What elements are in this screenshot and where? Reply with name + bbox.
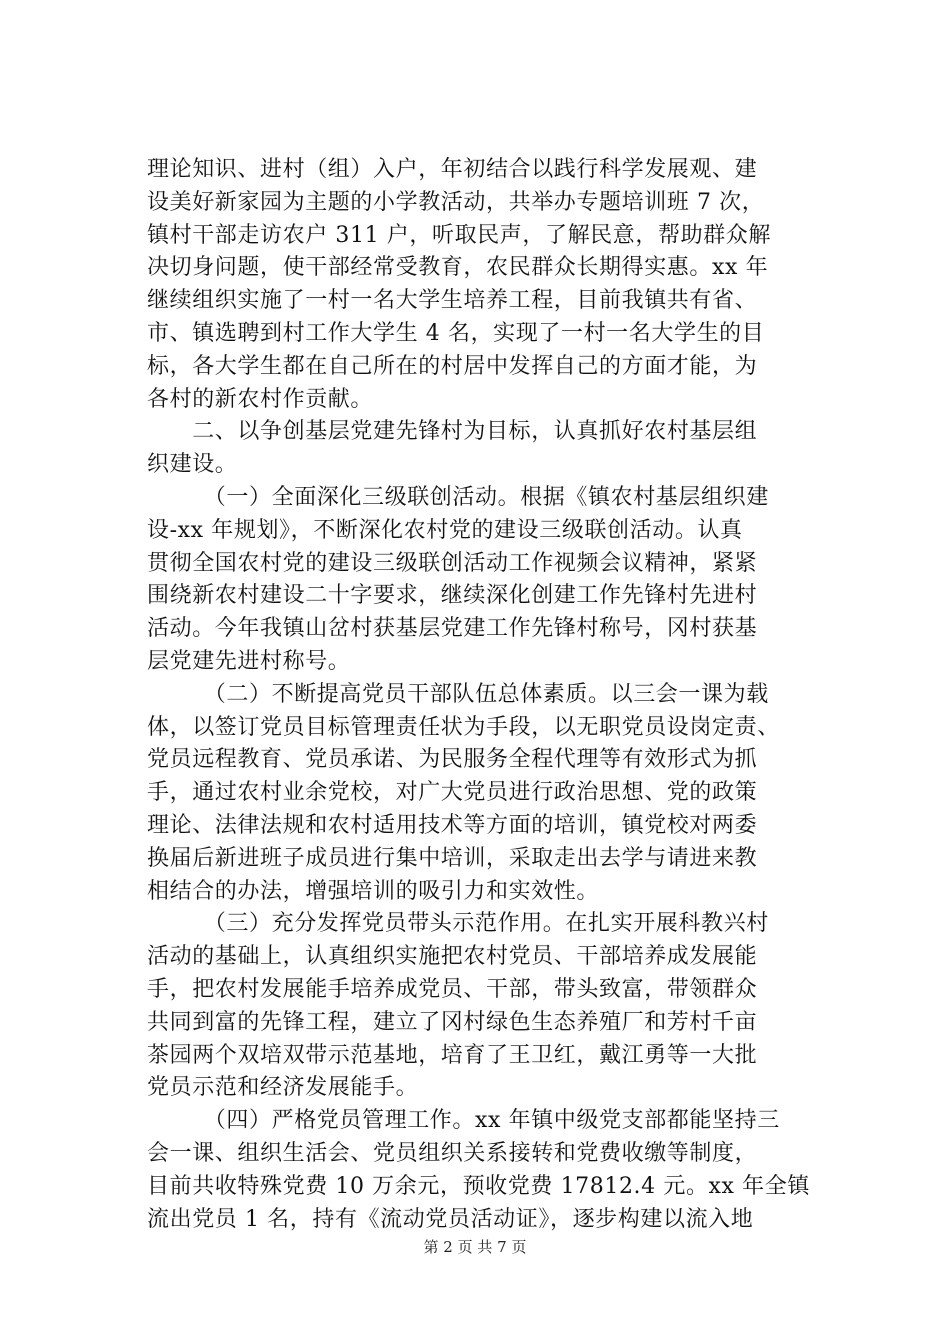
text-line: 镇村干部走访农户 311 户，听取民声，了解民意，帮助群众解 bbox=[147, 222, 771, 248]
text-line: 标，各大学生都在自己所在的村居中发挥自己的方面才能，为 bbox=[147, 353, 758, 379]
text-line: 层党建先进村称号。 bbox=[147, 648, 351, 674]
text-line: 会一课、组织生活会、党员组织关系接转和党费收缴等制度， bbox=[147, 1140, 758, 1166]
text-line: 继续组织实施了一村一名大学生培养工程，目前我镇共有省、 bbox=[147, 288, 758, 314]
text-line: 党员示范和经济发展能手。 bbox=[147, 1075, 419, 1101]
text-line: 共同到富的先锋工程，建立了冈村绿色生态养殖厂和芳村千亩 bbox=[147, 1009, 758, 1035]
text-line: 贯彻全国农村党的建设三级联创活动工作视频会议精神，紧紧 bbox=[147, 550, 758, 576]
section-heading-line: 织建设。 bbox=[147, 452, 238, 478]
text-line: 茶园两个双培双带示范基地，培育了王卫红，戴江勇等一大批 bbox=[147, 1042, 758, 1068]
text-line: （一）全面深化三级联创活动。根据《镇农村基层组织建 bbox=[147, 484, 769, 510]
text-line: 围绕新农村建设二十字要求，继续深化创建工作先锋村先进村 bbox=[147, 583, 758, 609]
text-line: 设美好新家园为主题的小学教活动，共举办专题培训班 7 次， bbox=[147, 189, 765, 215]
text-line: 市、镇选聘到村工作大学生 4 名，实现了一村一名大学生的目 bbox=[147, 320, 765, 346]
text-line: （四）严格党员管理工作。xx 年镇中级党支部都能坚持三 bbox=[147, 1108, 780, 1134]
text-line: 各村的新农村作贡献。 bbox=[147, 386, 374, 412]
text-line: 手，通过农村业余党校，对广大党员进行政治思想、党的政策 bbox=[147, 780, 758, 806]
text-line: 活动。今年我镇山岔村获基层党建工作先锋村称号，冈村获基 bbox=[147, 616, 758, 642]
text-line: （三）充分发挥党员带头示范作用。在扎实开展科教兴村 bbox=[147, 911, 769, 937]
text-line: 党员远程教育、党员承诺、为民服务全程代理等有效形式为抓 bbox=[147, 747, 758, 773]
text-line: 体，以签订党员目标管理责任状为手段，以无职党员设岗定责、 bbox=[147, 714, 780, 740]
page-number-label: 第 2 页 共 7 页 bbox=[423, 1238, 527, 1256]
body-text bbox=[147, 154, 847, 1236]
text-line: 目前共收特殊党费 10 万余元，预收党费 17812.4 元。xx 年全镇 bbox=[147, 1173, 810, 1199]
text-line: （二）不断提高党员干部队伍总体素质。以三会一课为载 bbox=[147, 681, 769, 707]
text-line: 手，把农村发展能手培养成党员、干部，带头致富，带领群众 bbox=[147, 976, 758, 1002]
text-line: 流出党员 1 名，持有《流动党员活动证》，逐步构建以流入地 bbox=[147, 1206, 754, 1232]
section-heading-line: 二、以争创基层党建先锋村为目标，认真抓好农村基层组 bbox=[147, 419, 758, 445]
text-line: 设-xx 年规划》，不断深化农村党的建设三级联创活动。认真 bbox=[147, 517, 743, 543]
text-line: 理论、法律法规和农村适用技术等方面的培训，镇党校对两委 bbox=[147, 812, 758, 838]
text-line: 换届后新进班子成员进行集中培训，采取走出去学与请进来教 bbox=[147, 845, 758, 871]
page-footer bbox=[0, 1237, 950, 1257]
text-line: 理论知识、进村（组）入户，年初结合以践行科学发展观、建 bbox=[147, 157, 758, 182]
text-line: 活动的基础上，认真组织实施把农村党员、干部培养成发展能 bbox=[147, 944, 758, 970]
text-line: 决切身问题，使干部经常受教育，农民群众长期得实惠。xx 年 bbox=[147, 255, 769, 281]
text-line: 相结合的办法，增强培训的吸引力和实效性。 bbox=[147, 878, 600, 904]
